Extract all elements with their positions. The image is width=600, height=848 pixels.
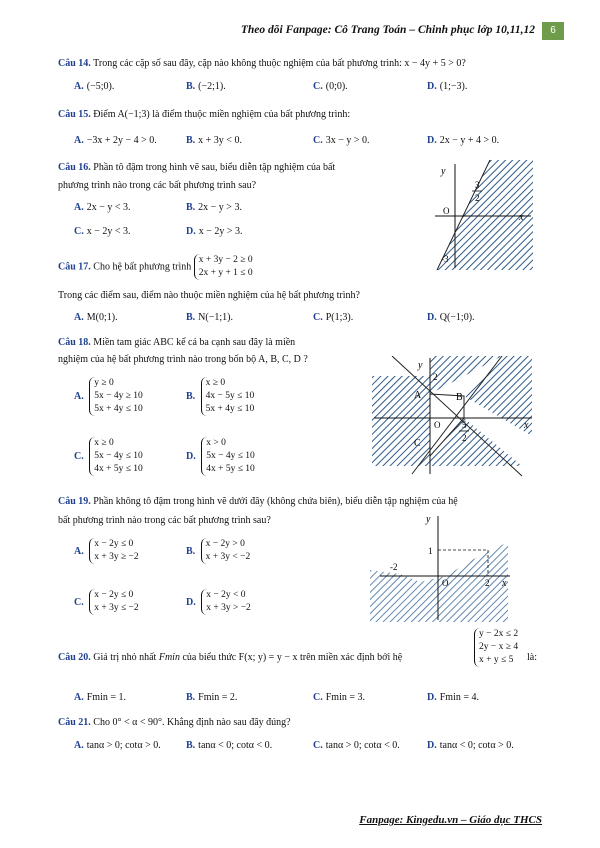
option-key: D. xyxy=(427,740,437,751)
option-value: x + 3y < 0. xyxy=(198,135,242,146)
option-value: 2x − y < 3. xyxy=(86,202,131,213)
option-value: x − 2y < 3. xyxy=(86,226,131,237)
q19-d-system xyxy=(201,589,251,615)
sys-line: x > 0 xyxy=(206,438,226,448)
q16-stem-line2: phương trình nào trong các bất phương trình sau? xyxy=(58,180,257,191)
option-key: B. xyxy=(186,740,196,751)
q20-text-a: Giá trị nhỏ nhất xyxy=(93,652,157,663)
q18-option-c[interactable] xyxy=(74,437,143,476)
q19-two-label: 2 xyxy=(485,578,490,588)
q20-label: Câu 20. xyxy=(58,652,91,663)
q19-y-label: y xyxy=(426,514,431,525)
q16-frac-num: 3 xyxy=(475,180,480,190)
q18-stem-line1 xyxy=(58,337,295,348)
sys-line: 5x − 4y ≤ 10 xyxy=(94,451,143,461)
sys-line: x + 3y ≥ −2 xyxy=(94,552,139,562)
q16-option-c[interactable] xyxy=(74,226,131,237)
option-key: B. xyxy=(186,391,196,402)
q14-label: Câu 14. xyxy=(58,58,91,69)
q15-option-c[interactable] xyxy=(313,135,370,146)
q14-text: Trong các cặp số sau đây, cặp nào không thuộc nghiệm của bất phương trình: x − 4y + 5 > 0? xyxy=(93,58,466,69)
q18-x-label: x xyxy=(524,420,529,431)
header-title: Theo dõi Fanpage: Cô Trang Toán – Chinh phục lớp 10,11,12 xyxy=(240,24,535,36)
option-key: A. xyxy=(74,202,84,213)
q19-stem-line2: bất phương trình nào trong các bất phương trình sau? xyxy=(58,515,271,526)
q18-option-a[interactable] xyxy=(74,377,143,416)
option-value: Q(−1;0). xyxy=(439,312,475,323)
option-key: C. xyxy=(74,226,84,237)
q20-text-b: của biểu thức F(x; y) = y − x trên miền xác định bởi hệ xyxy=(182,652,403,663)
option-value: N(−1;1). xyxy=(198,312,233,323)
option-key: C. xyxy=(313,692,323,703)
q18-frac-num: 5 xyxy=(462,420,467,430)
option-value: 2x − y > 3. xyxy=(198,202,242,213)
sys-line: x + 3y ≤ −2 xyxy=(94,603,139,613)
q16-option-a[interactable] xyxy=(74,202,131,213)
q19-one-label: 1 xyxy=(428,546,433,556)
q16-x-label: x xyxy=(519,212,524,223)
q19-label: Câu 19. xyxy=(58,496,91,507)
q15-label: Câu 15. xyxy=(58,109,91,120)
q15-stem xyxy=(58,109,350,120)
q18-left-region xyxy=(372,376,430,466)
q14-stem xyxy=(58,58,466,69)
q18-origin-label: O xyxy=(434,420,441,430)
option-key: C. xyxy=(74,451,84,462)
q19-option-a[interactable] xyxy=(74,538,139,564)
q17-sys-line1: x + 3y − 2 ≥ 0 xyxy=(198,255,253,265)
q16-text1: Phần tô đậm trong hình vẽ sau, biểu diễn tập nghiệm của bất xyxy=(93,162,336,173)
option-value: x − 2y > 3. xyxy=(198,226,243,237)
q14-option-b[interactable] xyxy=(186,81,226,92)
option-value: (−5;0). xyxy=(86,81,115,92)
q20-tail: là: xyxy=(527,652,537,663)
option-key: D. xyxy=(427,135,437,146)
option-value: M(0;1). xyxy=(86,312,118,323)
q18-y-label: y xyxy=(418,360,423,371)
q18-b-system xyxy=(201,377,255,416)
option-key: D. xyxy=(186,226,196,237)
sys-line: 5x − 4y ≤ 10 xyxy=(206,451,255,461)
q16-origin-label: O xyxy=(443,206,450,216)
q16-y-label: y xyxy=(441,166,446,177)
q18-point-b: B xyxy=(456,392,463,403)
q17-option-d[interactable] xyxy=(427,312,475,323)
q17-text: Cho hệ bất phương trình xyxy=(93,261,192,273)
option-value: Fmin = 2. xyxy=(198,692,238,703)
sys-line: 4x − 5y ≤ 10 xyxy=(205,391,255,401)
page-footer: Fanpage: Kingedu.vn – Giáo dục THCS xyxy=(359,814,542,826)
q18-graph xyxy=(372,356,547,481)
q19-x-label: x xyxy=(502,578,507,589)
q17-label: Câu 17. xyxy=(58,261,91,273)
q21-text: Cho 0° < α < 90°. Khẳng định nào sau đây đúng? xyxy=(93,717,291,728)
q17-stem xyxy=(58,254,253,280)
option-key: D. xyxy=(427,312,437,323)
q16-graph xyxy=(415,158,535,273)
q14-option-c[interactable] xyxy=(313,81,348,92)
sys-line: y − 2x ≤ 2 xyxy=(479,629,519,639)
q16-stem-line1 xyxy=(58,162,335,173)
sys-line: x + 3y < −2 xyxy=(205,552,251,562)
q18-c-system xyxy=(89,437,143,476)
q18-a-system xyxy=(89,377,143,416)
q17-sys-line2: 2x + y + 1 ≤ 0 xyxy=(198,268,253,278)
sys-line: x − 2y ≤ 0 xyxy=(94,539,134,549)
sys-line: x − 2y > 0 xyxy=(205,539,245,549)
q19-text1: Phần không tô đậm trong hình vẽ dưới đây (không chứa biên), biểu diễn tập nghiệm của hệ xyxy=(93,496,458,507)
q19-option-c[interactable] xyxy=(74,589,139,615)
q20-fmin: Fmin xyxy=(158,652,180,663)
option-key: B. xyxy=(186,312,196,323)
option-value: tanα > 0; cotα < 0. xyxy=(325,740,400,751)
q15-text: Điểm A(−1;3) là điểm thuộc miền nghiệm của bất phương trình: xyxy=(93,109,351,120)
q15-option-d[interactable] xyxy=(427,135,499,146)
option-value: tanα < 0; cotα < 0. xyxy=(198,740,273,751)
option-value: tanα > 0; cotα > 0. xyxy=(86,740,161,751)
sys-line: x − 2y ≤ 0 xyxy=(94,590,134,600)
q18-label: Câu 18. xyxy=(58,337,91,348)
option-value: Fmin = 1. xyxy=(86,692,126,703)
option-key: A. xyxy=(74,391,84,402)
q19-neg-two-label: -2 xyxy=(390,562,398,572)
option-key: C. xyxy=(313,81,323,92)
q21-option-d[interactable] xyxy=(427,740,514,751)
sys-line: y ≥ 0 xyxy=(94,378,114,388)
q18-point-a: A xyxy=(414,390,422,401)
option-key: C. xyxy=(313,312,323,323)
q14-option-a[interactable] xyxy=(74,81,114,92)
sys-line: x ≥ 0 xyxy=(94,438,114,448)
q19-option-d[interactable] xyxy=(186,589,251,615)
option-key: D. xyxy=(186,451,196,462)
option-key: B. xyxy=(186,202,196,213)
q18-text1: Miền tam giác ABC kể cả ba cạnh sau đây là miền xyxy=(93,337,296,348)
option-key: A. xyxy=(74,135,84,146)
q18-two-label: 2 xyxy=(433,372,438,382)
option-key: D. xyxy=(186,596,196,608)
sys-line: 5x + 4y ≤ 10 xyxy=(94,404,143,414)
q17-system xyxy=(194,254,253,280)
option-key: D. xyxy=(427,81,437,92)
q16-label: Câu 16. xyxy=(58,162,91,173)
q14-option-d[interactable] xyxy=(427,81,467,92)
q18-point-c: C xyxy=(414,438,421,449)
q21-option-b[interactable] xyxy=(186,740,272,751)
q15-option-a[interactable] xyxy=(74,135,157,146)
q16-y-intercept-label: -3 xyxy=(441,254,449,264)
q16-option-d[interactable] xyxy=(186,226,243,237)
option-value: Fmin = 4. xyxy=(439,692,479,703)
sys-line: 4x + 5y ≤ 10 xyxy=(206,464,255,474)
option-key: A. xyxy=(74,692,84,703)
option-key: C. xyxy=(313,135,323,146)
option-key: A. xyxy=(74,312,84,323)
q16-frac-den: 2 xyxy=(475,193,480,203)
q19-graph xyxy=(360,510,520,625)
q19-c-system xyxy=(89,589,138,615)
q21-label: Câu 21. xyxy=(58,717,91,728)
option-key: A. xyxy=(74,545,84,557)
q18-option-b[interactable] xyxy=(186,377,254,416)
option-key: A. xyxy=(74,81,84,92)
option-key: C. xyxy=(313,740,323,751)
sys-line: 5x − 4y ≥ 10 xyxy=(94,391,143,401)
option-key: B. xyxy=(186,692,196,703)
q17-option-c[interactable] xyxy=(313,312,353,323)
option-key: A. xyxy=(74,740,84,751)
sys-line: x + y ≤ 5 xyxy=(479,655,514,665)
q19-stem-line1 xyxy=(58,496,458,507)
option-value: (−2;1). xyxy=(198,81,226,92)
option-value: −3x + 2y − 4 > 0. xyxy=(86,135,157,146)
q18-d-system xyxy=(201,437,255,476)
q15-option-b[interactable] xyxy=(186,135,242,146)
q17-option-b[interactable] xyxy=(186,312,233,323)
page-header xyxy=(0,22,600,42)
sys-line: x + 3y > −2 xyxy=(206,603,251,613)
q21-stem xyxy=(58,717,291,728)
sys-line: x ≥ 0 xyxy=(205,378,226,388)
sys-line: 5x + 4y ≤ 10 xyxy=(205,404,255,414)
q20-option-a[interactable] xyxy=(74,692,126,703)
q18-option-d[interactable] xyxy=(186,437,255,476)
sys-line: x − 2y < 0 xyxy=(206,590,246,600)
q17-stem-line2: Trong các điểm sau, điểm nào thuộc miền nghiệm của hệ bất phương trình? xyxy=(58,290,360,301)
option-value: 3x − y > 0. xyxy=(325,135,370,146)
sys-line: 2y − x ≥ 4 xyxy=(479,642,519,652)
option-value: Fmin = 3. xyxy=(325,692,365,703)
q19-option-b[interactable] xyxy=(186,538,250,564)
sys-line: 4x + 5y ≤ 10 xyxy=(94,464,143,474)
option-value: P(1;3). xyxy=(325,312,354,323)
option-value: (1;−3). xyxy=(439,81,468,92)
q20-option-d[interactable] xyxy=(427,692,479,703)
option-key: D. xyxy=(427,692,437,703)
option-value: 2x − y + 4 > 0. xyxy=(439,135,500,146)
q17-option-a[interactable] xyxy=(74,312,118,323)
q21-option-a[interactable] xyxy=(74,740,161,751)
q19-a-system xyxy=(89,538,138,564)
q20-option-b[interactable] xyxy=(186,692,237,703)
q16-option-b[interactable] xyxy=(186,202,242,213)
q21-option-c[interactable] xyxy=(313,740,400,751)
option-value: (0;0). xyxy=(325,81,348,92)
option-key: C. xyxy=(74,596,84,608)
option-key: B. xyxy=(186,545,196,557)
q20-system xyxy=(474,628,518,667)
q19-origin-label: O xyxy=(442,578,449,588)
option-value: tanα < 0; cotα > 0. xyxy=(439,740,514,751)
q19-b-system xyxy=(201,538,251,564)
q18-stem-line2: nghiệm của hệ bất phương trình nào trong bốn bộ A, B, C, D ? xyxy=(58,354,308,365)
q18-frac-den: 2 xyxy=(462,433,467,443)
q20-option-c[interactable] xyxy=(313,692,365,703)
page-number: 6 xyxy=(542,22,564,40)
option-key: B. xyxy=(186,81,196,92)
q20-stem xyxy=(58,652,402,663)
option-key: B. xyxy=(186,135,196,146)
